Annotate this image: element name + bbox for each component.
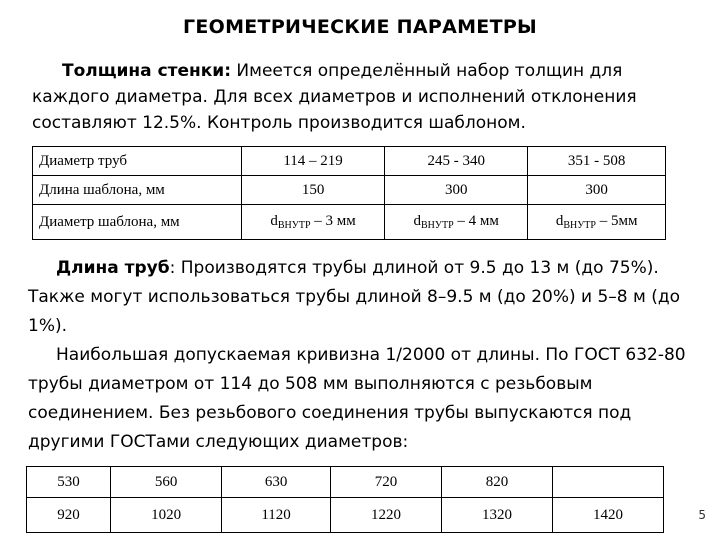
- table-row: [33, 147, 666, 176]
- table-cell: [385, 205, 528, 240]
- pipe-length-paragraph: [28, 254, 693, 341]
- table-cell: [528, 205, 666, 240]
- table-cell: 150: [242, 176, 385, 205]
- cell-value: – 3 мм: [310, 213, 356, 229]
- diameters-table: [26, 466, 664, 533]
- table-cell: 1020: [111, 498, 222, 533]
- wall-thickness-paragraph: [32, 58, 692, 136]
- cell-value: – 5мм: [595, 213, 638, 229]
- d-symbol: d: [270, 213, 278, 229]
- pipe-length-text: : Производятся трубы длиной от 9.5 до 13 м (до 75%). Также могут использоваться трубы длиной 8–9.5 м (до 20%) и 5–8 м (до 1%).: [28, 258, 681, 336]
- table-row: [33, 205, 666, 240]
- table-cell: [552, 467, 663, 498]
- table-cell: 351 - 508: [528, 147, 666, 176]
- table-cell: 560: [111, 467, 222, 498]
- curvature-text: Наибольшая допускаемая кривизна 1/2000 от длины. По ГОСТ 632-80 трубы диаметром от 114 до 508 мм выполняются с резьбовым соединением. Без резьбового соединения трубы выпускаются под другими ГОСТами следующих диаметров:: [28, 345, 686, 452]
- subscript: ВНУТР: [421, 220, 454, 231]
- table-cell: 1420: [552, 498, 663, 533]
- table-cell: 245 - 340: [385, 147, 528, 176]
- d-symbol: d: [413, 213, 422, 229]
- template-table: [32, 146, 666, 240]
- page-title: ГЕОМЕТРИЧЕСКИЕ ПАРАМЕТРЫ: [182, 16, 538, 38]
- table-cell: 720: [331, 467, 442, 498]
- row-label: Диаметр труб: [33, 147, 242, 176]
- cell-value: – 4 мм: [453, 213, 499, 229]
- subscript: ВНУТР: [563, 220, 596, 231]
- curvature-paragraph: [28, 341, 693, 457]
- page-number: 5: [698, 508, 706, 522]
- pipe-length-term: Длина труб: [56, 258, 170, 278]
- table-cell: 1320: [442, 498, 553, 533]
- table-row: [27, 498, 664, 533]
- table-cell: [242, 205, 385, 240]
- table-cell: 1220: [331, 498, 442, 533]
- table-row: [33, 176, 666, 205]
- wall-thickness-text: Имеется определённый набор толщин для каждого диаметра. Для всех диаметров и исполнений отклонения составляют 12.5%. Контроль производится шаблоном.: [32, 61, 637, 133]
- table-cell: 530: [27, 467, 111, 498]
- table-cell: 820: [442, 467, 553, 498]
- pipe-length-section: [28, 254, 693, 457]
- row-label: Диаметр шаблона, мм: [33, 205, 242, 240]
- wall-thickness-term: Толщина стенки:: [62, 61, 232, 81]
- table-cell: 300: [528, 176, 666, 205]
- table-cell: 1120: [222, 498, 331, 533]
- table-cell: 920: [27, 498, 111, 533]
- row-label: Длина шаблона, мм: [33, 176, 242, 205]
- table-row: [27, 467, 664, 498]
- table-cell: 630: [222, 467, 331, 498]
- table-cell: 114 – 219: [242, 147, 385, 176]
- table-cell: 300: [385, 176, 528, 205]
- d-symbol: d: [555, 213, 564, 229]
- subscript: ВНУТР: [277, 220, 311, 231]
